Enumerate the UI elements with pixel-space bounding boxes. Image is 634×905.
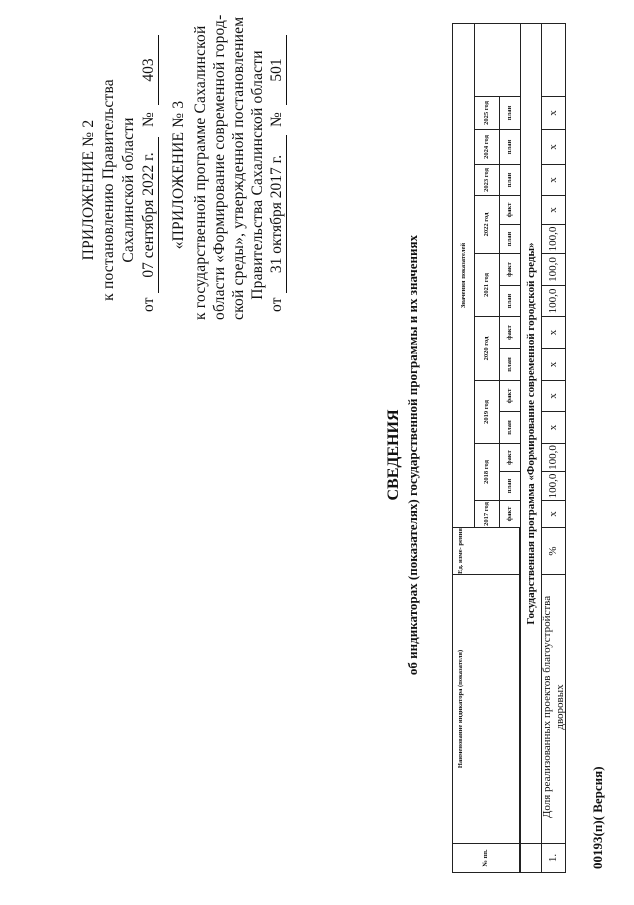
sub-2020-plan: план [499, 348, 521, 381]
sub-2019-plan: план [499, 411, 521, 444]
year-2017: 2017 год [474, 500, 500, 528]
section-row: Государственная программа «Формирование современной городской среды» [520, 23, 542, 844]
sub-2023-plan: план [499, 164, 521, 196]
header-unit: Ед. изме- рения [452, 527, 520, 575]
sub-2022-plan: план [499, 224, 521, 254]
row-num: 1. [541, 843, 566, 873]
row-val-2020-fact: х [541, 316, 566, 349]
year-2025: 2025 год [474, 96, 500, 130]
row-val-2018-fact: 100,0 [541, 443, 566, 472]
row-val-2017-fact: х [541, 500, 566, 528]
row-val-2022-fact: х [541, 195, 566, 225]
appendix-prev-title: «ПРИЛОЖЕНИЕ № 3 [170, 100, 187, 250]
sub-2024-plan: план [499, 129, 521, 165]
sub-2021-plan: план [499, 285, 521, 317]
sub-2019-fact: факт [499, 380, 521, 412]
appendix-prev-line1: к государственной программе Сахалинской [192, 25, 209, 320]
row-val-2018-plan: 100,0 [541, 471, 566, 501]
appendix-prev-date: 31 октября 2017 г. [268, 135, 287, 293]
appendix-date: 07 сентября 2022 г. [140, 137, 159, 293]
sub-2018-plan: план [499, 471, 521, 501]
appendix-line1: к постановлению Правительства [100, 79, 117, 301]
year-2019: 2019 год [474, 380, 500, 444]
sub-2022-fact: факт [499, 195, 521, 225]
row-val-2020-plan: х [541, 348, 566, 381]
indicators-table [452, 23, 566, 873]
header-values: Значения показателей [452, 23, 475, 528]
sub-2018-fact: факт [499, 443, 521, 472]
year-2020: 2020 год [474, 316, 500, 381]
row-val-2019-fact: х [541, 380, 566, 412]
appendix-prev-from-label: от [268, 297, 285, 312]
header-name: Наименование индикатора (показателя) [452, 574, 520, 844]
row-unit: % [541, 527, 566, 575]
row-val-2023-plan: х [541, 164, 566, 196]
sub-2020-fact: факт [499, 316, 521, 349]
header-spacer [474, 23, 521, 97]
row-name: Доля реализованных проектов благоустройства дворовых [541, 574, 566, 844]
appendix-title: ПРИЛОЖЕНИЕ № 2 [80, 119, 97, 261]
row-val-2021-plan: 100,0 [541, 285, 566, 317]
row-spacer [541, 23, 566, 97]
sub-2021-fact: факт [499, 253, 521, 286]
year-2023: 2023 год [474, 164, 500, 196]
appendix-prev-num-label: № [268, 112, 285, 127]
row-val-2024-plan: х [541, 129, 566, 165]
row-val-2019-plan: х [541, 411, 566, 444]
sub-2025-plan: план [499, 96, 521, 130]
year-2021: 2021 год [474, 253, 500, 317]
appendix-from-label: от [140, 297, 157, 312]
appendix-line2: Сахалинской области [120, 117, 137, 263]
appendix-prev-line3: ской среды», утвержденной постановлением [230, 16, 247, 320]
year-2024: 2024 год [474, 129, 500, 165]
row-val-2021-fact: 100,0 [541, 253, 566, 286]
footer-code: 00193(п)( Версия) [590, 766, 605, 869]
row-val-2025-plan: х [541, 96, 566, 130]
doc-title: СВЕДЕНИЯ [385, 409, 402, 501]
row-val-2022-plan: 100,0 [541, 224, 566, 254]
doc-subtitle: об индикаторах (показателях) государственной программы и их значениях [405, 234, 420, 676]
year-2018: 2018 год [474, 443, 500, 501]
section-num-cell [520, 843, 542, 873]
appendix-num-label: № [140, 112, 157, 127]
appendix-number: 403 [140, 35, 159, 105]
appendix-prev-number: 501 [268, 35, 287, 105]
year-2022: 2022 год [474, 195, 500, 254]
header-num: № пп. [452, 843, 520, 873]
appendix-prev-line4: Правительства Сахалинской области [249, 50, 266, 300]
appendix-prev-line2: области «Формирование современной город- [211, 14, 228, 320]
sub-2017-fact: факт [499, 500, 521, 528]
